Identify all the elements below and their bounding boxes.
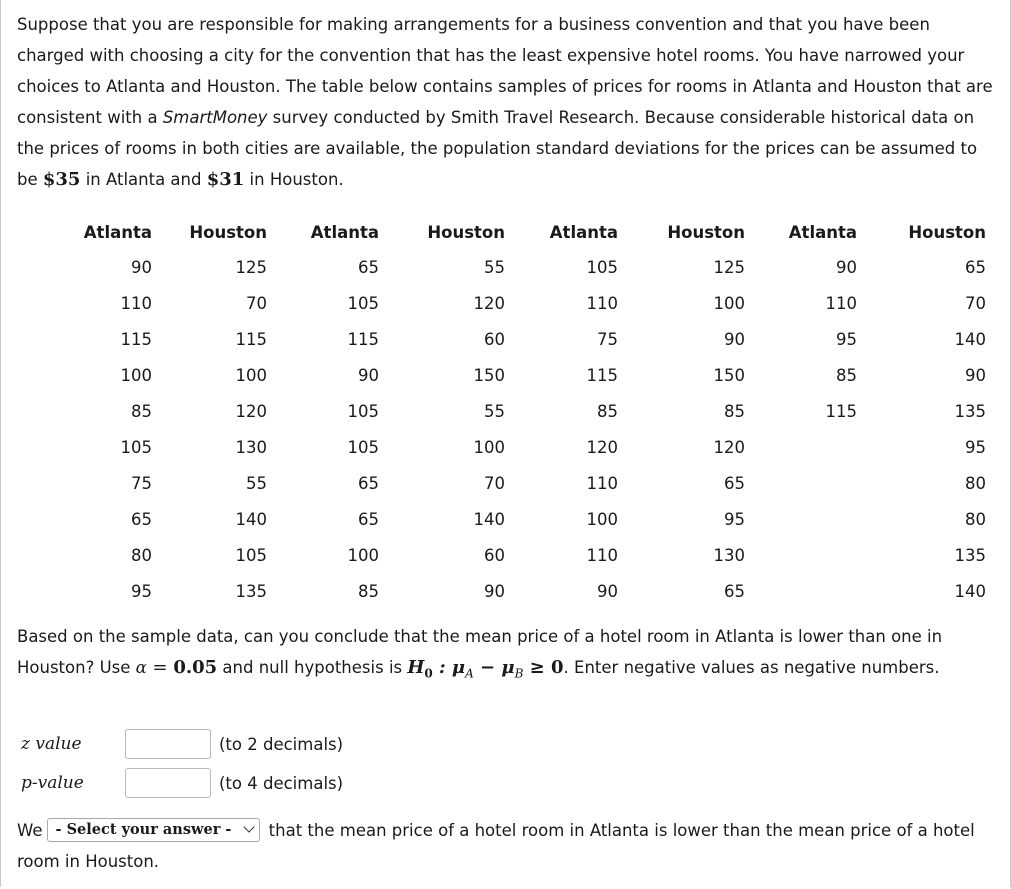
table-cell: 150: [473, 365, 505, 385]
table-cell: 80: [965, 473, 986, 493]
mu-b-symbol: − μ: [473, 657, 515, 678]
table-cell: 55: [484, 401, 505, 421]
p-value-input[interactable]: [125, 768, 211, 798]
header-houston-2: Houston: [427, 222, 505, 242]
table-cell: 65: [358, 473, 379, 493]
table-cell: 90: [836, 257, 857, 277]
table-row: [72, 393, 994, 429]
question-text-1: Based on the sample data, can you conclude that the mean price of a hotel room in Atlanta is lower than one in Houston? Use: [17, 627, 943, 677]
table-cell: 105: [586, 257, 618, 277]
table-cell: [753, 465, 865, 501]
table-cell: 70: [965, 293, 986, 313]
table-cell: 70: [484, 473, 505, 493]
header-houston-4: Houston: [908, 222, 986, 242]
table-cell: 100: [586, 509, 618, 529]
table-cell: 115: [586, 365, 618, 385]
table-cell: 60: [484, 329, 505, 349]
table-cell: 140: [954, 329, 986, 349]
table-cell: 135: [235, 581, 267, 601]
z-value-note: (to 2 decimals): [219, 734, 344, 754]
h0-subscript: 0: [424, 666, 433, 681]
table-row: [72, 537, 994, 573]
price-table: [72, 215, 994, 609]
table-cell: 115: [825, 401, 857, 421]
intro-text-3: in Atlanta and: [80, 170, 207, 189]
table-cell: 90: [131, 257, 152, 277]
table-cell: 115: [235, 329, 267, 349]
intro-text-2: survey conducted by Smith Travel Research. Because considerable historical data on the prices of rooms in both cities are available, the population standard deviations for the prices can be assumed to be: [17, 108, 978, 189]
conclusion-sentence: [17, 815, 1002, 877]
table-row: [72, 285, 994, 321]
table-cell: 65: [358, 257, 379, 277]
table-cell: 105: [235, 545, 267, 565]
table-cell: 85: [597, 401, 618, 421]
table-cell: 90: [597, 581, 618, 601]
problem-intro: [17, 9, 1002, 195]
table-cell: 100: [120, 365, 152, 385]
mu-a-symbol: : μ: [432, 657, 466, 678]
table-cell: 100: [347, 545, 379, 565]
table-cell: 90: [724, 329, 745, 349]
table-cell: 115: [120, 329, 152, 349]
table-cell: 100: [473, 437, 505, 457]
table-cell: 120: [586, 437, 618, 457]
table-row: [72, 249, 994, 285]
table-cell: 90: [358, 365, 379, 385]
table-cell: [753, 501, 865, 537]
table-cell: 60: [484, 545, 505, 565]
table-cell: 120: [235, 401, 267, 421]
table-cell: 65: [131, 509, 152, 529]
table-cell: 75: [131, 473, 152, 493]
alpha-symbol: α: [135, 658, 147, 677]
table-body: [72, 249, 994, 609]
question-text: [17, 621, 1002, 689]
header-atlanta-2: Atlanta: [310, 222, 379, 242]
question-text-2: and null hypothesis is: [217, 658, 408, 677]
table-cell: [753, 537, 865, 573]
z-value-label: z value: [21, 734, 82, 754]
sd-atlanta: $35: [42, 169, 81, 190]
conclusion-select-label: - Select your answer -: [55, 820, 232, 838]
table-header-row: [72, 215, 994, 249]
header-houston-3: Houston: [667, 222, 745, 242]
table-cell: 100: [713, 293, 745, 313]
header-atlanta-1: Atlanta: [83, 222, 152, 242]
table-cell: 125: [713, 257, 745, 277]
table-cell: 140: [954, 581, 986, 601]
table-cell: 85: [724, 401, 745, 421]
table-cell: 110: [586, 473, 618, 493]
table-cell: 55: [246, 473, 267, 493]
h0-symbol: H: [407, 657, 425, 678]
table-cell: 65: [724, 473, 745, 493]
alpha-value: 0.05: [173, 657, 218, 678]
table-cell: 140: [473, 509, 505, 529]
table-cell: [753, 429, 865, 465]
table-cell: 105: [347, 401, 379, 421]
table-cell: 90: [484, 581, 505, 601]
ge-zero: ≥ 0: [523, 657, 564, 678]
conclusion-prefix: We: [17, 821, 43, 840]
table-row: [72, 321, 994, 357]
z-value-input[interactable]: [125, 729, 211, 759]
chevron-down-icon: [244, 821, 255, 832]
header-atlanta-4: Atlanta: [788, 222, 857, 242]
table-row: [72, 429, 994, 465]
table-cell: 95: [131, 581, 152, 601]
table-row: [72, 573, 994, 609]
table-cell: 130: [235, 437, 267, 457]
header-houston-1: Houston: [189, 222, 267, 242]
table-cell: 105: [347, 437, 379, 457]
table-cell: 90: [965, 365, 986, 385]
table-cell: 100: [235, 365, 267, 385]
p-value-note: (to 4 decimals): [219, 773, 344, 793]
table-cell: 110: [120, 293, 152, 313]
table-cell: 55: [484, 257, 505, 277]
intro-text-4: in Houston.: [244, 170, 344, 189]
table-cell: 65: [724, 581, 745, 601]
table-cell: 85: [358, 581, 379, 601]
table-cell: 80: [131, 545, 152, 565]
table-cell: 65: [358, 509, 379, 529]
conclusion-select[interactable]: [47, 818, 261, 842]
table-row: [72, 465, 994, 501]
table-cell: 120: [473, 293, 505, 313]
table-cell: 150: [713, 365, 745, 385]
table-row: [72, 357, 994, 393]
table-cell: 70: [246, 293, 267, 313]
p-value-label: p-value: [21, 773, 84, 793]
table-cell: 135: [954, 401, 986, 421]
table-cell: 95: [724, 509, 745, 529]
table-cell: 95: [836, 329, 857, 349]
intro-text-1: Suppose that you are responsible for making arrangements for a business convention and that you have been charged with choosing a city for the convention that has the least expensive hotel rooms. You have narrowed your choices to Atlanta and Houston. The table below contains samples of prices for rooms in Atlanta and Houston that are consistent with a: [17, 15, 993, 127]
table-cell: 75: [597, 329, 618, 349]
sd-houston: $31: [206, 169, 245, 190]
table-cell: 115: [347, 329, 379, 349]
table-cell: 110: [825, 293, 857, 313]
z-value-row: [21, 727, 343, 761]
mu-a-subscript: A: [465, 666, 474, 681]
table-cell: 110: [586, 545, 618, 565]
alpha-equals: =: [146, 657, 174, 678]
table-cell: 65: [965, 257, 986, 277]
conclusion-suffix: that the mean price of a hotel room in Atlanta is lower than the mean price of a hotel room in Houston.: [17, 821, 975, 871]
intro-smartmoney: SmartMoney: [162, 108, 268, 127]
question-text-3: . Enter negative values as negative numbers.: [563, 658, 940, 677]
table-cell: 130: [713, 545, 745, 565]
p-value-row: [21, 766, 343, 800]
table-cell: 120: [713, 437, 745, 457]
table-cell: 95: [965, 437, 986, 457]
table-cell: 105: [347, 293, 379, 313]
table-cell: 135: [954, 545, 986, 565]
table-cell: 140: [235, 509, 267, 529]
table-cell: 110: [586, 293, 618, 313]
table-cell: 105: [120, 437, 152, 457]
header-atlanta-3: Atlanta: [549, 222, 618, 242]
table-cell: 85: [131, 401, 152, 421]
table-cell: [753, 573, 865, 609]
table-cell: 80: [965, 509, 986, 529]
table-cell: 125: [235, 257, 267, 277]
mu-b-subscript: B: [514, 666, 524, 681]
table-cell: 85: [836, 365, 857, 385]
table-row: [72, 501, 994, 537]
